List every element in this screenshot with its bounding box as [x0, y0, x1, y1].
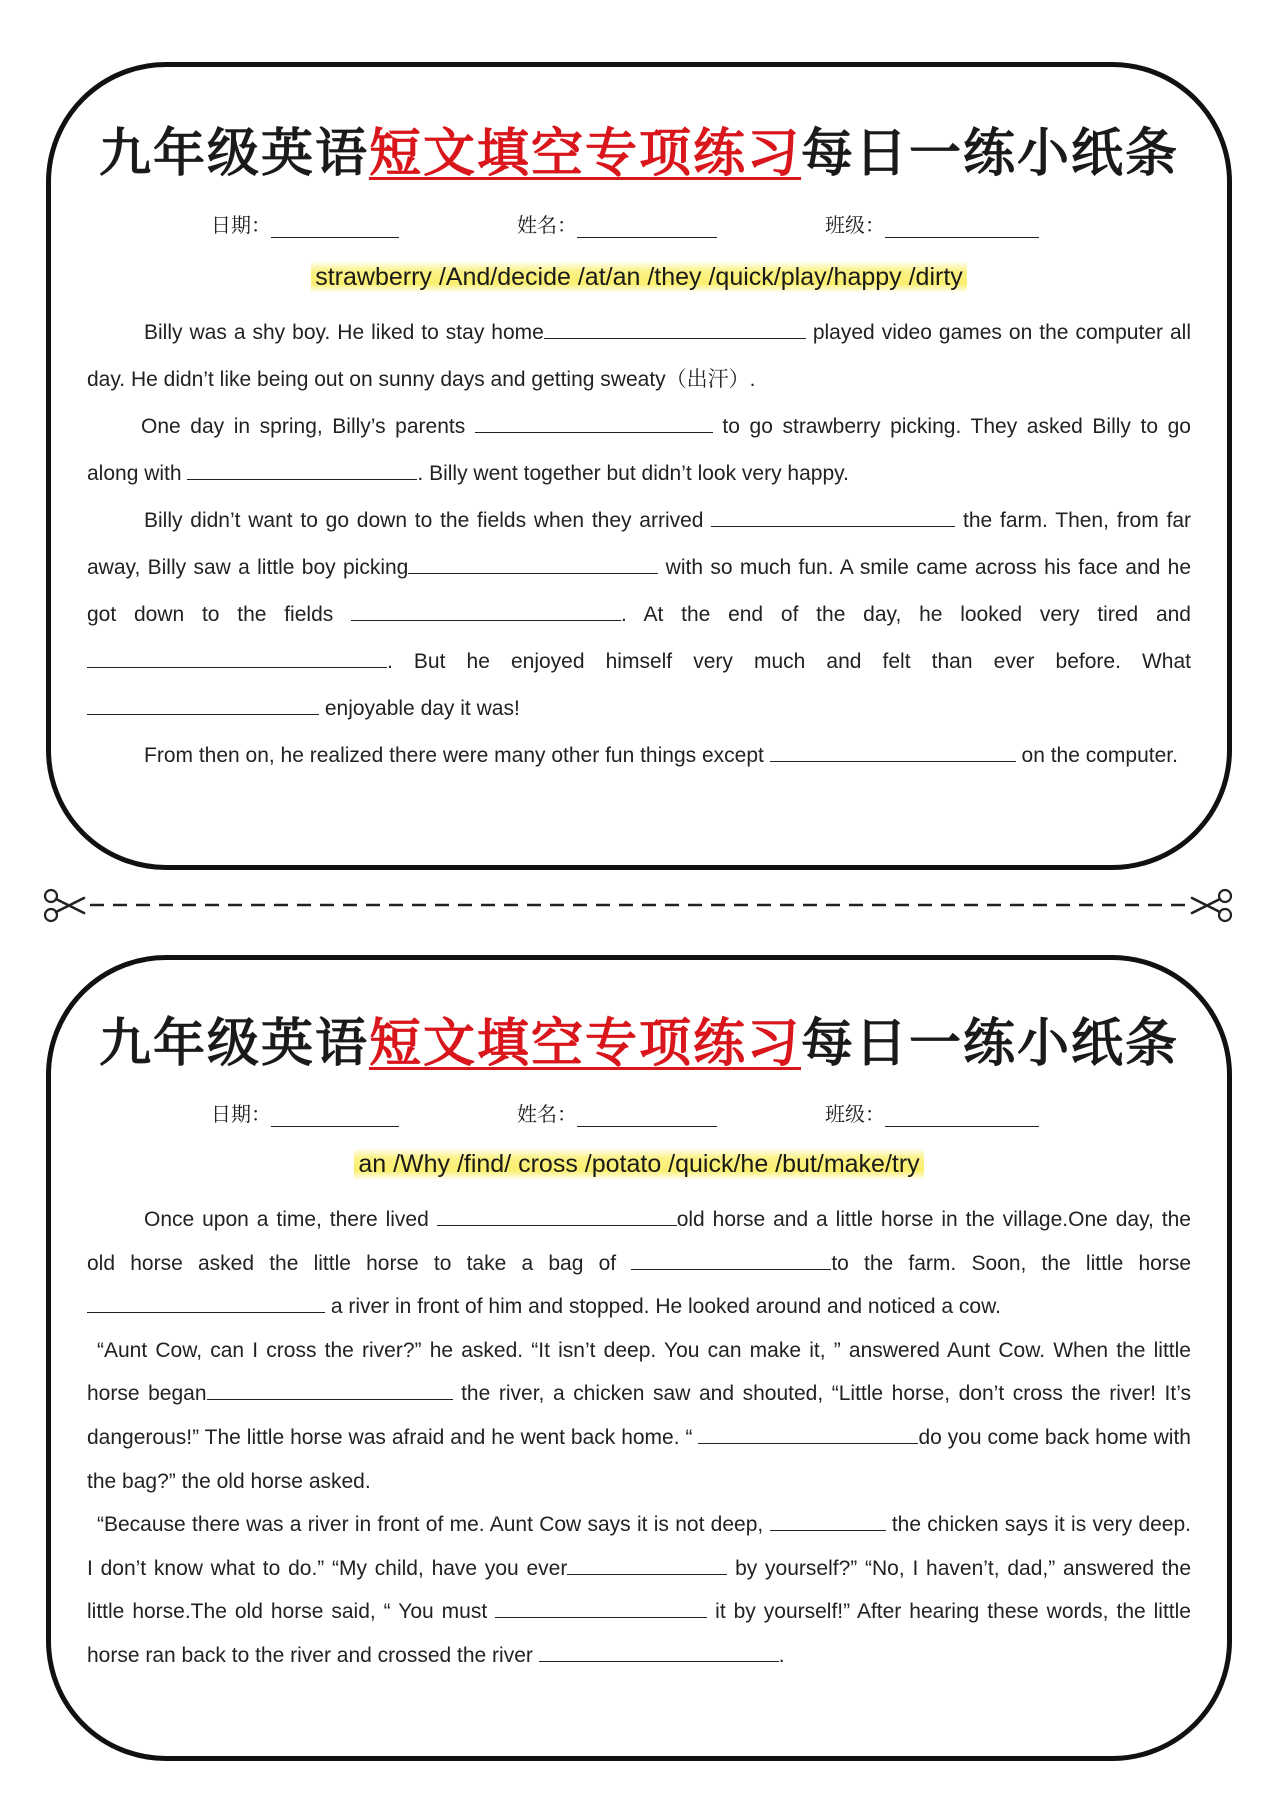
date-line[interactable]: [271, 1106, 399, 1127]
class-label: 班级：: [825, 213, 885, 237]
class-line[interactable]: [885, 217, 1039, 238]
worksheet-card-2: [46, 955, 1232, 1761]
text-segment: . At the end of the day, he looked very tired and: [621, 603, 1191, 626]
title-part-grade: 九年级英语: [98, 1013, 369, 1074]
paragraph: [87, 497, 1191, 732]
text-segment: the river, a chicken saw and shouted, “Little horse, don’t cross the river! It’s dangerous!” The little horse was afraid and he went back home. “: [87, 1382, 1191, 1449]
answer-blank[interactable]: [437, 1207, 677, 1226]
title-part-grade: 九年级英语: [98, 123, 369, 184]
answer-blank[interactable]: [770, 1512, 886, 1531]
name-field[interactable]: [517, 209, 717, 238]
text-segment: played video games on the computer all day. He didn’t like being out on sunny days and getting sweaty（出汗）.: [87, 321, 1191, 391]
cut-line: [40, 882, 1236, 928]
worksheet-title: [51, 1001, 1227, 1076]
date-field[interactable]: [211, 1098, 399, 1127]
passage: [87, 1198, 1191, 1678]
text-segment: do you come back home with the bag?” the old horse asked.: [87, 1425, 1191, 1493]
paragraph: [87, 732, 1191, 779]
title-part-topic: 短文填空专项练习: [368, 123, 801, 184]
paragraph: [87, 1329, 1191, 1503]
text-segment: by yourself?” “No, I haven’t, dad,” answered the little horse.The old horse said, “ You must: [87, 1556, 1191, 1624]
text-segment: to go strawberry picking. They asked Billy to go along with: [87, 415, 1191, 485]
date-label: 日期：: [211, 1102, 271, 1126]
answer-blank[interactable]: [187, 461, 417, 480]
text-segment: . But he enjoyed himself very much and felt than ever before. What: [387, 650, 1191, 673]
date-label: 日期：: [211, 213, 271, 237]
paragraph: [87, 309, 1191, 403]
text-segment: “Because there was a river in front of me. Aunt Cow says it is not deep,: [97, 1513, 770, 1537]
paragraph: [87, 1503, 1191, 1677]
text-segment: it by yourself!” After hearing these words, the little horse ran back to the river and crossed the river: [87, 1600, 1191, 1667]
word-bank: [51, 1150, 1227, 1179]
paragraph: [87, 1198, 1191, 1329]
text-segment: Once upon a time, there lived: [144, 1208, 437, 1231]
answer-blank[interactable]: [544, 320, 806, 339]
info-fields: [51, 209, 1227, 239]
name-field[interactable]: [517, 1098, 717, 1127]
class-line[interactable]: [885, 1106, 1039, 1127]
text-segment: Billy was a shy boy. He liked to stay home: [144, 321, 544, 344]
text-segment: with so much fun. A smile came across his face and he got down to the fields: [87, 556, 1192, 626]
info-fields: [51, 1098, 1227, 1128]
date-line[interactable]: [271, 217, 399, 238]
answer-blank[interactable]: [475, 414, 713, 433]
title-part-daily: 每日一练小纸条: [801, 123, 1180, 184]
text-segment: the chicken says it is very deep. I don’t know what to do.” “My child, have you ever: [87, 1513, 1191, 1580]
answer-blank[interactable]: [495, 1599, 707, 1618]
scissors-icon: [1192, 890, 1231, 921]
text-segment: “Aunt Cow, can I cross the river?” he asked. “It isn’t deep. You can make it, ” answered Aunt Cow. When the little horse began: [87, 1338, 1191, 1406]
class-field[interactable]: [825, 209, 1039, 238]
scissors-icon: [45, 890, 84, 921]
name-line[interactable]: [577, 1106, 717, 1127]
name-line[interactable]: [577, 217, 717, 238]
text-segment: the farm. Then, from far away, Billy saw a little boy picking: [87, 509, 1191, 579]
title-part-daily: 每日一练小纸条: [801, 1013, 1180, 1074]
worksheet-title: [51, 111, 1227, 186]
answer-blank[interactable]: [539, 1643, 779, 1662]
answer-blank[interactable]: [631, 1251, 831, 1270]
text-segment: One day in spring, Billy’s parents: [141, 415, 475, 438]
word-bank-text: strawberry /And/decide /at/an /they /quick/play/happy /dirty: [311, 261, 967, 293]
answer-blank[interactable]: [87, 696, 319, 715]
answer-blank[interactable]: [711, 508, 955, 527]
text-segment: From then on, he realized there were many other fun things except: [144, 744, 770, 767]
answer-blank[interactable]: [87, 649, 387, 668]
text-segment: Billy didn’t want to go down to the fields when they arrived: [144, 509, 712, 532]
title-part-topic: 短文填空专项练习: [368, 1013, 801, 1074]
answer-blank[interactable]: [567, 1556, 727, 1575]
word-bank: [51, 263, 1227, 292]
text-segment: enjoyable day it was!: [319, 697, 520, 720]
text-segment: a river in front of him and stopped. He looked around and noticed a cow.: [325, 1295, 1001, 1319]
text-segment: old horse and a little horse in the village.One day, the old horse asked the little horse to take a bag of: [87, 1208, 1191, 1275]
text-segment: . Billy went together but didn’t look very happy.: [417, 462, 849, 485]
answer-blank[interactable]: [207, 1381, 453, 1400]
worksheet-card-1: [46, 62, 1232, 870]
answer-blank[interactable]: [408, 555, 658, 574]
paragraph: [87, 403, 1191, 497]
answer-blank[interactable]: [351, 602, 621, 621]
name-label: 姓名：: [517, 213, 577, 237]
text-segment: to the farm. Soon, the little horse: [831, 1251, 1192, 1275]
passage: [87, 309, 1191, 779]
text-segment: .: [778, 1643, 785, 1667]
name-label: 姓名：: [517, 1102, 577, 1126]
class-label: 班级：: [825, 1102, 885, 1126]
answer-blank[interactable]: [770, 743, 1016, 762]
answer-blank[interactable]: [698, 1425, 918, 1444]
text-segment: on the computer.: [1015, 744, 1178, 767]
word-bank-text: an /Why /find/ cross /potato /quick/he /but/make/try: [354, 1148, 923, 1180]
answer-blank[interactable]: [87, 1294, 325, 1313]
class-field[interactable]: [825, 1098, 1039, 1127]
date-field[interactable]: [211, 209, 399, 238]
